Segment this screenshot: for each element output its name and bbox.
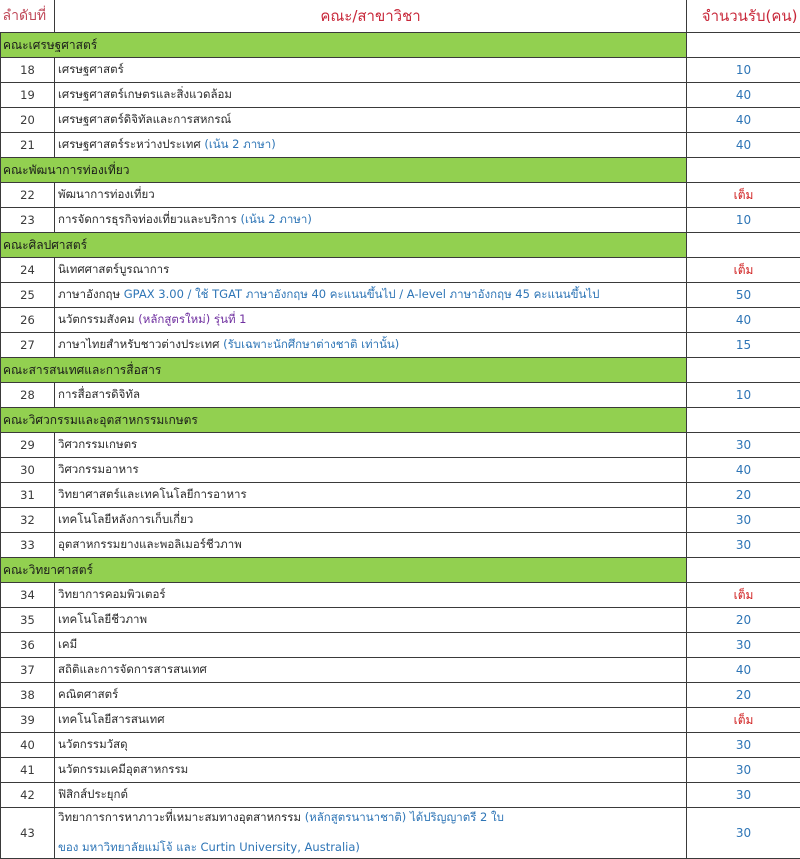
program-name: นวัตกรรมเคมีอุตสาหกรรม bbox=[58, 762, 189, 776]
seats-count: 40 bbox=[687, 133, 800, 158]
faculty-title: คณะสารสนเทศและการสื่อสาร bbox=[1, 358, 687, 383]
column-header-seats: จำนวนรับ(คน) bbox=[687, 0, 800, 33]
program-number: 18 bbox=[1, 58, 55, 83]
faculty-section-row bbox=[1, 158, 800, 183]
program-row bbox=[1, 758, 800, 783]
program-row bbox=[1, 808, 800, 859]
program-name-cell bbox=[55, 333, 687, 358]
program-name: เทคโนโลยีชีวภาพ bbox=[58, 612, 148, 626]
program-number: 26 bbox=[1, 308, 55, 333]
seats-count: 40 bbox=[687, 308, 800, 333]
program-number: 25 bbox=[1, 283, 55, 308]
faculty-seats-blank bbox=[687, 233, 800, 258]
seats-count: 20 bbox=[687, 483, 800, 508]
program-number: 34 bbox=[1, 583, 55, 608]
program-name: เศรษฐศาสตร์ bbox=[58, 62, 124, 76]
seats-count: 30 bbox=[687, 508, 800, 533]
program-note: (เน้น 2 ภาษา) bbox=[240, 212, 312, 226]
program-row bbox=[1, 533, 800, 558]
program-name-cell bbox=[55, 533, 687, 558]
faculty-section-row bbox=[1, 233, 800, 258]
program-name: วิศวกรรมอาหาร bbox=[58, 462, 139, 476]
program-name-cell bbox=[55, 58, 687, 83]
faculty-title: คณะพัฒนาการท่องเที่ยว bbox=[1, 158, 687, 183]
program-row bbox=[1, 208, 800, 233]
seats-count: 20 bbox=[687, 608, 800, 633]
program-name: นวัตกรรมวัสดุ bbox=[58, 737, 128, 751]
program-number: 20 bbox=[1, 108, 55, 133]
faculty-title: คณะเศรษฐศาสตร์ bbox=[1, 33, 687, 58]
column-header-order: ลำดับที่ bbox=[1, 0, 55, 33]
program-note: GPAX 3.00 / ใช้ TGAT ภาษาอังกฤษ 40 คะแนนขึ้นไป / A-level ภาษาอังกฤษ 45 คะแนนขึ้นไป bbox=[123, 287, 600, 301]
program-name: คณิตศาสตร์ bbox=[58, 687, 119, 701]
program-row bbox=[1, 108, 800, 133]
program-row bbox=[1, 283, 800, 308]
program-name-cell bbox=[55, 83, 687, 108]
program-note: (หลักสูตรใหม่) รุ่นที่ 1 bbox=[138, 312, 247, 326]
program-name: ภาษาอังกฤษ bbox=[58, 287, 121, 301]
program-row bbox=[1, 258, 800, 283]
faculty-seats-blank bbox=[687, 158, 800, 183]
program-number: 19 bbox=[1, 83, 55, 108]
program-number: 36 bbox=[1, 633, 55, 658]
program-number: 39 bbox=[1, 708, 55, 733]
faculty-seats-blank bbox=[687, 358, 800, 383]
seats-full-badge: เต็ม bbox=[687, 708, 800, 733]
seats-count: 30 bbox=[687, 733, 800, 758]
program-name: วิศวกรรมเกษตร bbox=[58, 437, 138, 451]
program-row bbox=[1, 633, 800, 658]
program-row bbox=[1, 658, 800, 683]
program-number: 42 bbox=[1, 783, 55, 808]
program-name: ภาษาไทยสำหรับชาวต่างประเทศ bbox=[58, 337, 220, 351]
program-row bbox=[1, 83, 800, 108]
table-header-row bbox=[1, 0, 800, 33]
seats-count: 40 bbox=[687, 658, 800, 683]
program-number: 27 bbox=[1, 333, 55, 358]
program-name-cell bbox=[55, 658, 687, 683]
program-row bbox=[1, 508, 800, 533]
program-name-cell bbox=[55, 708, 687, 733]
faculty-seats-blank bbox=[687, 33, 800, 58]
seats-count: 50 bbox=[687, 283, 800, 308]
program-row bbox=[1, 583, 800, 608]
seats-count: 30 bbox=[687, 533, 800, 558]
program-name-cell bbox=[55, 308, 687, 333]
program-note: (เน้น 2 ภาษา) bbox=[204, 137, 276, 151]
program-number: 29 bbox=[1, 433, 55, 458]
seats-count: 30 bbox=[687, 633, 800, 658]
program-name: สถิติและการจัดการสารสนเทศ bbox=[58, 662, 207, 676]
program-row bbox=[1, 183, 800, 208]
program-number: 33 bbox=[1, 533, 55, 558]
seats-count: 30 bbox=[687, 783, 800, 808]
program-name: เคมี bbox=[58, 637, 78, 651]
faculty-section-row bbox=[1, 408, 800, 433]
faculty-title: คณะศิลปศาสตร์ bbox=[1, 233, 687, 258]
program-row bbox=[1, 308, 800, 333]
program-row bbox=[1, 58, 800, 83]
program-name-cell bbox=[55, 108, 687, 133]
program-number: 37 bbox=[1, 658, 55, 683]
program-name: อุตสาหกรรมยางและพอลิเมอร์ชีวภาพ bbox=[58, 537, 242, 551]
program-name: การสื่อสารดิจิทัล bbox=[58, 387, 141, 401]
faculty-section-row bbox=[1, 33, 800, 58]
faculty-title: คณะวิศวกรรมและอุตสาหกรรมเกษตร bbox=[1, 408, 687, 433]
program-name-cell bbox=[55, 683, 687, 708]
program-name-cell bbox=[55, 133, 687, 158]
program-name: นวัตกรรมสังคม bbox=[58, 312, 135, 326]
program-name: นิเทศศาสตร์บูรณาการ bbox=[58, 262, 170, 276]
program-name-cell bbox=[55, 583, 687, 608]
program-name-cell bbox=[55, 433, 687, 458]
seats-count: 20 bbox=[687, 683, 800, 708]
program-name-cell bbox=[55, 758, 687, 783]
program-name: เศรษฐศาสตร์เกษตรและสิ่งแวดล้อม bbox=[58, 87, 233, 101]
seats-count: 30 bbox=[687, 758, 800, 783]
program-row bbox=[1, 458, 800, 483]
program-number: 24 bbox=[1, 258, 55, 283]
program-number: 22 bbox=[1, 183, 55, 208]
program-name: เทคโนโลยีหลังการเก็บเกี่ยว bbox=[58, 512, 194, 526]
program-number: 40 bbox=[1, 733, 55, 758]
program-number: 41 bbox=[1, 758, 55, 783]
program-note: (หลักสูตรนานาชาติ) ได้ปริญญาตรี 2 ใบ bbox=[304, 810, 504, 824]
seats-count: 10 bbox=[687, 208, 800, 233]
seats-count: 10 bbox=[687, 58, 800, 83]
program-name: เศรษฐศาสตร์ระหว่างประเทศ bbox=[58, 137, 201, 151]
seats-count: 10 bbox=[687, 383, 800, 408]
program-name-cell bbox=[55, 283, 687, 308]
program-row bbox=[1, 683, 800, 708]
seats-count: 40 bbox=[687, 458, 800, 483]
program-name-cell bbox=[55, 458, 687, 483]
program-row bbox=[1, 133, 800, 158]
faculty-section-row bbox=[1, 358, 800, 383]
program-name: การจัดการธุรกิจท่องเที่ยวและบริการ bbox=[58, 212, 237, 226]
program-row bbox=[1, 433, 800, 458]
program-number: 38 bbox=[1, 683, 55, 708]
program-number: 32 bbox=[1, 508, 55, 533]
program-number: 35 bbox=[1, 608, 55, 633]
program-name-cell bbox=[55, 258, 687, 283]
program-name: วิทยาศาสตร์และเทคโนโลยีการอาหาร bbox=[58, 487, 247, 501]
column-header-program: คณะ/สาขาวิชา bbox=[55, 0, 687, 33]
seats-count: 30 bbox=[687, 433, 800, 458]
program-name: ฟิสิกส์ประยุกต์ bbox=[58, 787, 128, 801]
program-name: พัฒนาการท่องเที่ยว bbox=[58, 187, 155, 201]
program-row bbox=[1, 333, 800, 358]
seats-full-badge: เต็ม bbox=[687, 583, 800, 608]
program-number: 30 bbox=[1, 458, 55, 483]
program-name-cell bbox=[55, 183, 687, 208]
program-row bbox=[1, 483, 800, 508]
program-name-cell bbox=[55, 808, 687, 859]
program-name: เศรษฐศาสตร์ดิจิทัลและการสหกรณ์ bbox=[58, 112, 232, 126]
program-name-cell bbox=[55, 733, 687, 758]
program-number: 23 bbox=[1, 208, 55, 233]
seats-full-badge: เต็ม bbox=[687, 258, 800, 283]
program-name: วิทยาการการหาภาวะที่เหมาะสมทางอุตสาหกรรม bbox=[58, 810, 302, 824]
program-name-cell bbox=[55, 208, 687, 233]
faculty-seats-blank bbox=[687, 558, 800, 583]
program-row bbox=[1, 708, 800, 733]
program-note-line2: ของ มหาวิทยาลัยแม่โจ้ และ Curtin University, Australia) bbox=[58, 840, 360, 854]
faculty-seats-blank bbox=[687, 408, 800, 433]
program-name-cell bbox=[55, 783, 687, 808]
program-row bbox=[1, 733, 800, 758]
seats-count: 40 bbox=[687, 108, 800, 133]
program-number: 31 bbox=[1, 483, 55, 508]
program-note: (รับเฉพาะนักศึกษาต่างชาติ เท่านั้น) bbox=[223, 337, 400, 351]
program-name: เทคโนโลยีสารสนเทศ bbox=[58, 712, 165, 726]
program-number: 21 bbox=[1, 133, 55, 158]
seats-count: 40 bbox=[687, 83, 800, 108]
program-name-cell bbox=[55, 383, 687, 408]
program-row bbox=[1, 608, 800, 633]
program-number: 28 bbox=[1, 383, 55, 408]
program-name-cell bbox=[55, 508, 687, 533]
faculty-title: คณะวิทยาศาสตร์ bbox=[1, 558, 687, 583]
program-name-cell bbox=[55, 608, 687, 633]
seats-count: 30 bbox=[687, 808, 800, 859]
program-name-cell bbox=[55, 483, 687, 508]
seats-full-badge: เต็ม bbox=[687, 183, 800, 208]
faculty-section-row bbox=[1, 558, 800, 583]
seats-count: 15 bbox=[687, 333, 800, 358]
program-row bbox=[1, 383, 800, 408]
program-row bbox=[1, 783, 800, 808]
program-name-cell bbox=[55, 633, 687, 658]
table-body bbox=[1, 33, 800, 859]
program-number: 43 bbox=[1, 808, 55, 859]
program-name: วิทยาการคอมพิวเตอร์ bbox=[58, 587, 166, 601]
